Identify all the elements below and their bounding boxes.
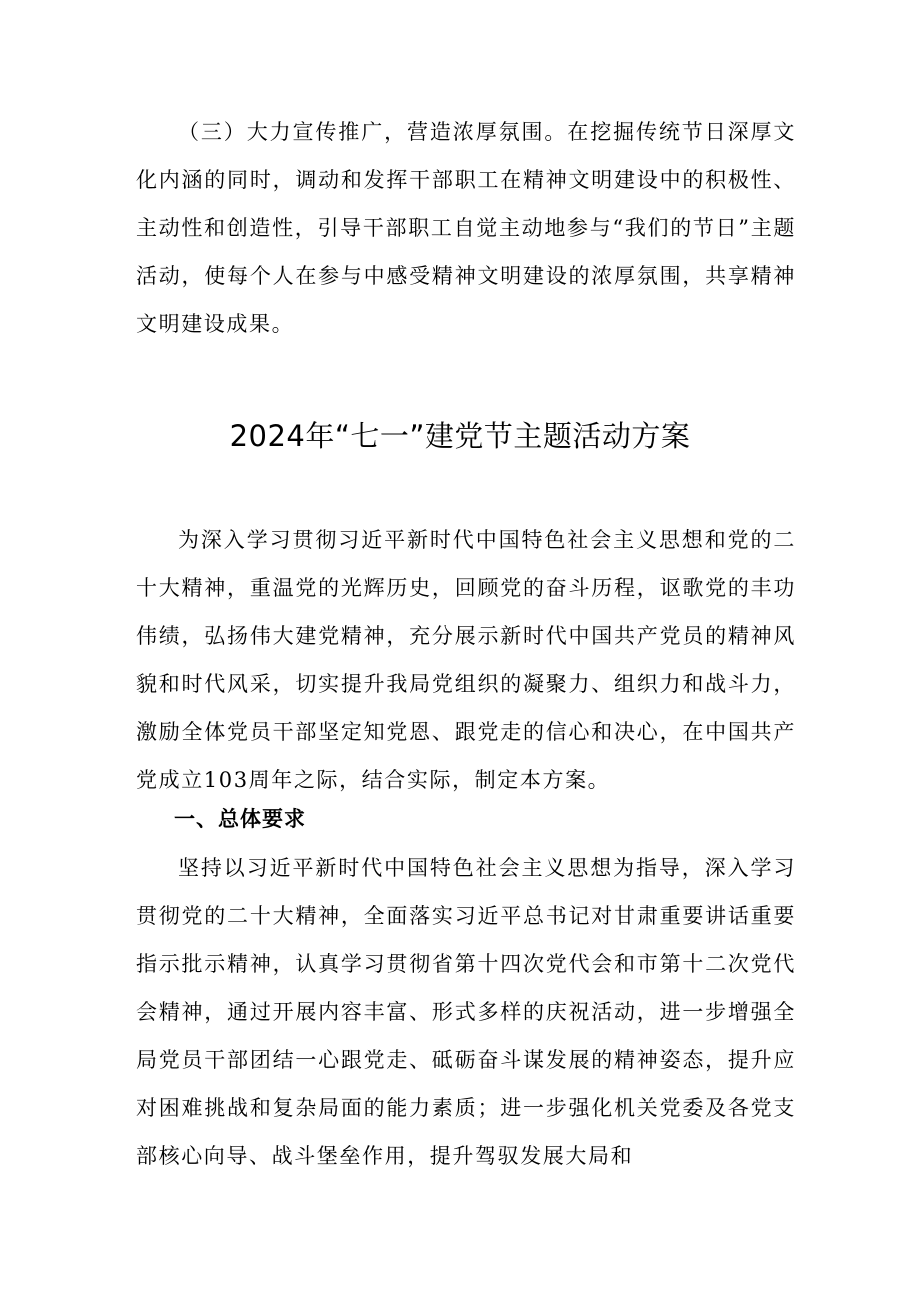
intro-paragraph: （三）大力宣传推广，营造浓厚氛围。在挖掘传统节日深厚文化内涵的同时，调动和发挥干部职工在精神文明建设中的积极性、主动性和创造性，引导干部职工自觉主动地参与“我们的节日”主题活动，使每个人在参与中感受精神文明建设的浓厚氛围，共享精神文明建设成果。: [136, 120, 796, 336]
preface-paragraph: 为深入学习贯彻习近平新时代中国特色社会主义思想和党的二十大精神，重温党的光辉历史，回顾党的奋斗历程，讴歌党的丰功伟绩，弘扬伟大建党精神，充分展示新时代中国共产党员的精神风貌和时代风采，切实提升我局党组织的凝聚力、组织力和战斗力，激励全体党员干部坚定知党恩、跟党走的信心和决心，在中国共产党成立103周年之际，结合实际，制定本方案。: [136, 528, 796, 792]
document-title: 2024年“七一”建党节主题活动方案: [229, 419, 691, 453]
section-heading: 一、总体要求: [174, 807, 306, 831]
section-paragraph: 坚持以习近平新时代中国特色社会主义思想为指导，深入学习贯彻党的二十大精神，全面落实习近平总书记对甘肃重要讲话重要指示批示精神，认真学习贯彻省第十四次党代会和市第十二次党代会精神，通过开展内容丰富、形式多样的庆祝活动，进一步增强全局党员干部团结一心跟党走、砥砺奋斗谋发展的精神姿态，提升应对困难挑战和复杂局面的能力素质；进一步强化机关党委及各党支部核心向导、战斗堡垒作用，提升驾驭发展大局和: [136, 856, 796, 1168]
